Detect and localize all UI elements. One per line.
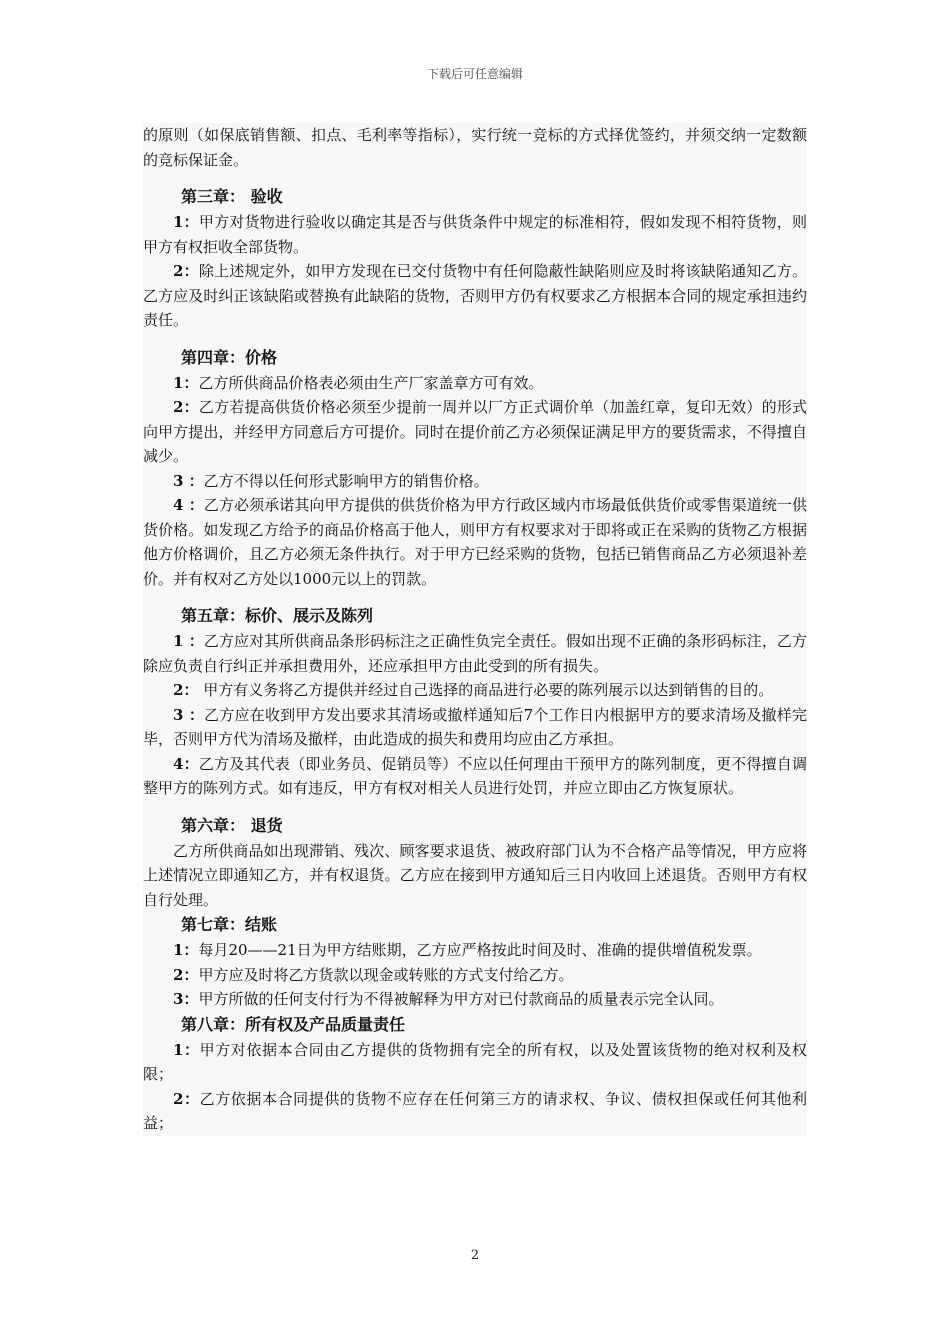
clause-item (143, 1087, 807, 1136)
clause-number: 4 ： (173, 496, 204, 514)
clause-number: 1： (173, 1040, 200, 1059)
clause-item (143, 752, 807, 801)
clause-text: 乙方必须承诺其向甲方提供的供货价格为甲方行政区域内市场最低供货价或零售渠道统一供货价格。如发现乙方给予的商品价格高于他人，则甲方有权要求对于即将或正在采购的货物乙方根据他方价格调价，且乙方必须无条件执行。对于甲方已经采购的货物，包括已销售商品乙方必须退补差价。并有权对乙方处以1000元以上的罚款。 (143, 496, 807, 588)
page-header: 下载后可任意编辑 (426, 67, 523, 81)
clause-item (143, 963, 807, 988)
clause-item (143, 987, 807, 1012)
clause-number: 2： (173, 1089, 200, 1108)
clause-number: 1： (173, 941, 199, 959)
chapter-heading: 第五章：标价、展示及陈列 (181, 606, 374, 625)
clause-number: 3： (173, 990, 199, 1008)
document-body (143, 123, 807, 1136)
clause-number: 1： (173, 213, 199, 231)
clause-item (143, 395, 807, 469)
clause-item (143, 210, 807, 259)
clause-text: 除上述规定外，如甲方发现在已交付货物中有任何隐蔽性缺陷则应及时将该缺陷通知乙方。乙方应及时纠正该缺陷或替换有此缺陷的货物，否则甲方仍有权要求乙方根据本合同的规定承担违约责任。 (143, 262, 807, 329)
chapter-heading: 第四章：价格 (181, 347, 278, 367)
clause-item (143, 938, 807, 963)
clause-text: 乙方依据本合同提供的货物不应存在任何第三方的请求权、争议、债权担保或任何其他利益； (143, 1089, 807, 1132)
clause-text: 乙方不得以任何形式影响甲方的销售价格。 (203, 471, 489, 490)
clause-text: 甲方所做的任何支付行为不得被解释为甲方对已付款商品的质量表示完全认同。 (198, 990, 724, 1008)
chapter-heading: 第六章： 退货 (181, 815, 283, 835)
clause-number: 2： (173, 398, 199, 416)
clause-item (143, 703, 807, 752)
paragraph: 的原则（如保底销售额、扣点、毛利率等指标），实行统一竞标的方式择优签约，并须交纳一定数额的竞标保证金。 (143, 126, 807, 169)
clause-number: 1 ： (173, 632, 204, 650)
chapter-heading: 第七章：结账 (181, 915, 278, 934)
clause-item (143, 1038, 807, 1087)
clause-text: 甲方对货物进行验收以确定其是否与供货条件中规定的标准相符，假如发现不相符货物，则甲方有权拒收全部货物。 (143, 213, 807, 256)
chapter-heading: 第三章： 验收 (181, 187, 283, 206)
clause-item (143, 469, 807, 494)
clause-item (143, 629, 807, 678)
clause-text: 甲方应及时将乙方货款以现金或转账的方式支付给乙方。 (198, 965, 574, 984)
clause-number: 3 ： (173, 471, 204, 490)
clause-text: 乙方及其代表（即业务员、促销员等）不应以任何理由干预甲方的陈列制度，更不得擅自调整甲方的陈列方式。如有违反，甲方有权对相关人员进行处罚，并应立即由乙方恢复原状。 (143, 754, 807, 797)
page-number: 2 (470, 1248, 480, 1263)
clause-item (143, 493, 807, 591)
paragraph: 乙方所供商品如出现滞销、残次、顾客要求退货、被政府部门认为不合格产品等情况，甲方应将上述情况立即通知乙方，并有权退货。乙方应在接到甲方通知后三日内收回上述退货。否则甲方有权自行处理。 (143, 841, 807, 909)
clause-item (143, 371, 807, 396)
clause-text: 乙方应在收到甲方发出要求其清场或撤样通知后7个工作日内根据甲方的要求清场及撤样完毕，否则甲方代为清场及撤样，由此造成的损失和费用均应由乙方承担。 (143, 705, 807, 748)
clause-number: 2： (173, 965, 199, 984)
clause-text: 每月20——21日为甲方结账期，乙方应严格按此时间及时、准确的提供增值税发票。 (198, 941, 762, 959)
clause-number: 2： (173, 262, 199, 280)
clause-text: 乙方若提高供货价格必须至少提前一周并以厂方正式调价单（加盖红章，复印无效）的形式向甲方提出，并经甲方同意后方可提价。同时在提价前乙方必须保证满足甲方的要货需求，不得擅自减少。 (143, 398, 807, 465)
clause-number: 4： (173, 754, 199, 773)
clause-text: 甲方有义务将乙方提供并经过自己选择的商品进行必要的陈列展示以达到销售的目的。 (198, 681, 774, 699)
clause-item (143, 259, 807, 333)
chapter-heading: 第八章：所有权及产品质量责任 (181, 1014, 406, 1034)
clause-text: 乙方应对其所供商品条形码标注之正确性负完全责任。假如出现不正确的条形码标注，乙方除应负责自行纠正并承担费用外，还应承担甲方由此受到的所有损失。 (143, 632, 807, 675)
clause-text: 乙方所供商品价格表必须由生产厂家盖章方可有效。 (198, 373, 544, 392)
clause-number: 3 ： (173, 705, 205, 724)
clause-number: 1： (173, 373, 199, 392)
clause-text: 甲方对依据本合同由乙方提供的货物拥有完全的所有权，以及处置该货物的绝对权利及权限； (143, 1040, 807, 1083)
clause-item (143, 678, 807, 703)
clause-number: 2： (173, 681, 199, 699)
